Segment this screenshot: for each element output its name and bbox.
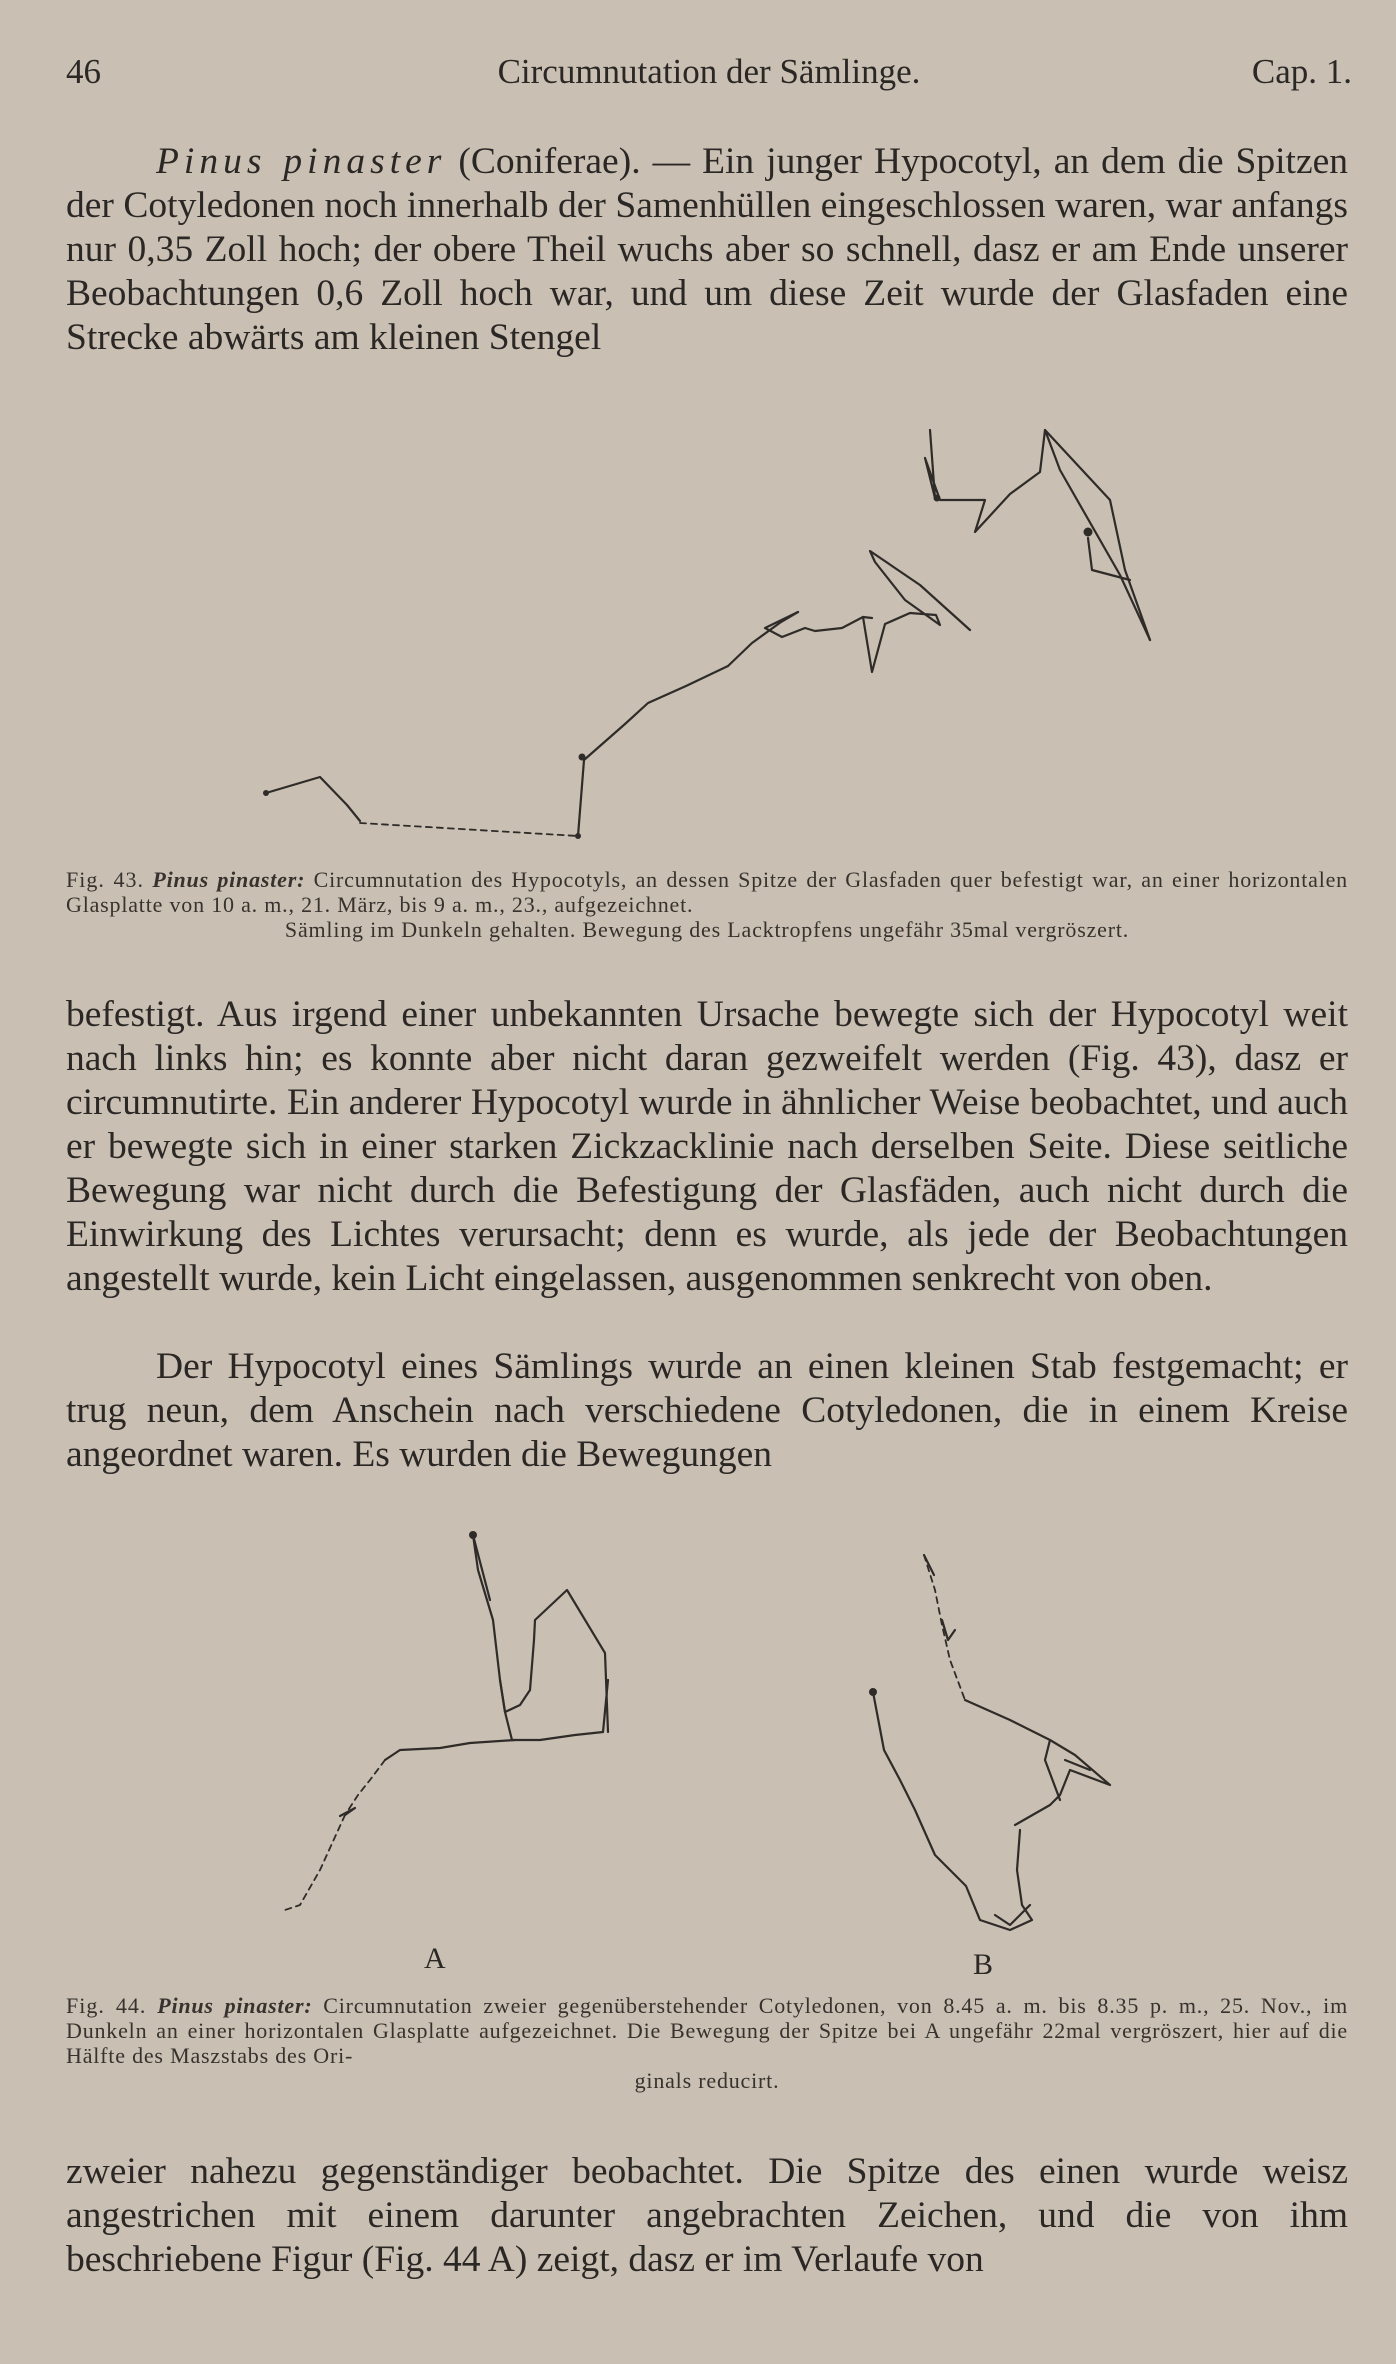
page-number: 46 [66,52,101,91]
figure-species: Pinus pinaster: [152,867,306,892]
paragraph-text: Der Hypocotyl eines Sämlings wurde an einen kleinen Stab festgemacht; er trug neun, dem Anschein nach verschiedene Cotyledonen, die in einem Kreise angeordnet waren. Es wurden die Bewegungen [66,1346,1348,1475]
caption-last-line: Sämling im Dunkeln gehalten. Bewegung des Lacktropfens ungefähr 35mal vergröszert. [284,917,1130,942]
running-title: Circumnutation der Sämlinge. [497,52,921,91]
caption-text: Circumnutation des Hypocotyls, an dessen Spitze der Glasfaden quer befestigt war, an einer horizontalen Glasplatte von 10 a. m., 21. März, bis 9 a. m., 23., aufgezeichnet. [66,867,1348,917]
figure-44-caption [66,1993,1348,2093]
paragraph-cotyledons [66,2150,1348,2282]
caption-text: Circumnutation zweier gegenüberstehender Cotyledonen, von 8.45 a. m. bis 8.35 p. m., 25. Nov., im Dunkeln an einer horizontalen Glasplatte aufgezeichnet. Die Bewegung der Spitze bei A ungefähr 22mal vergröszert, hier auf die Hälfte des Maszstabs des Ori- [66,1993,1348,2068]
figure-44-label-b: B [973,1948,994,1981]
caption-last-line: ginals reducirt. [634,2068,780,2093]
figure-number: Fig. 44. [66,1993,147,2018]
figure-44-label-a: A [424,1942,446,1975]
paragraph-text: befestigt. Aus irgend einer unbekannten Ursache bewegte sich der Hypocotyl weit nach links hin; es konnte aber nicht daran gezweifelt werden (Fig. 43), dasz er circumnutirte. Ein anderer Hypocotyl wurde in ähnlicher Weise beobachtet, und auch er bewegte sich in einer starken Zickzacklinie nach derselben Seite. Diese seitliche Bewegung war nicht durch die Befestigung der Glasfäden, auch nicht durch die Einwirkung des Lichtes verursacht; denn es wurde, als jede der Beobachtungen angestellt wurde, kein Licht eingelassen, ausgenommen senkrecht von oben. [66,994,1348,1299]
chapter-label: Cap. 1. [1251,52,1352,91]
figure-number: Fig. 43. [66,867,144,892]
species-name: Pinus pinaster [156,141,447,182]
figure-species: Pinus pinaster: [157,1993,313,2018]
paragraph-text: zweier nahezu gegenständiger beobachtet. Die Spitze des einen wurde weisz angestrichen mit einem darunter angebrachten Zeichen, und die von ihm beschriebene Figur (Fig. 44 A) zeigt, dasz er im Verlaufe von [66,2151,1348,2280]
paragraph-text: (Coniferae). — Ein junger Hypocotyl, an dem die Spitzen der Cotyledonen noch innerhalb der Samenhüllen eingeschlossen waren, war anfangs nur 0,35 Zoll hoch; der obere Theil wuchs aber so schnell, dasz er am Ende unserer Beobachtungen 0,6 Zoll hoch war, und um diese Zeit wurde der Glasfaden eine Strecke abwärts am kleinen Stengel [66,141,1348,358]
